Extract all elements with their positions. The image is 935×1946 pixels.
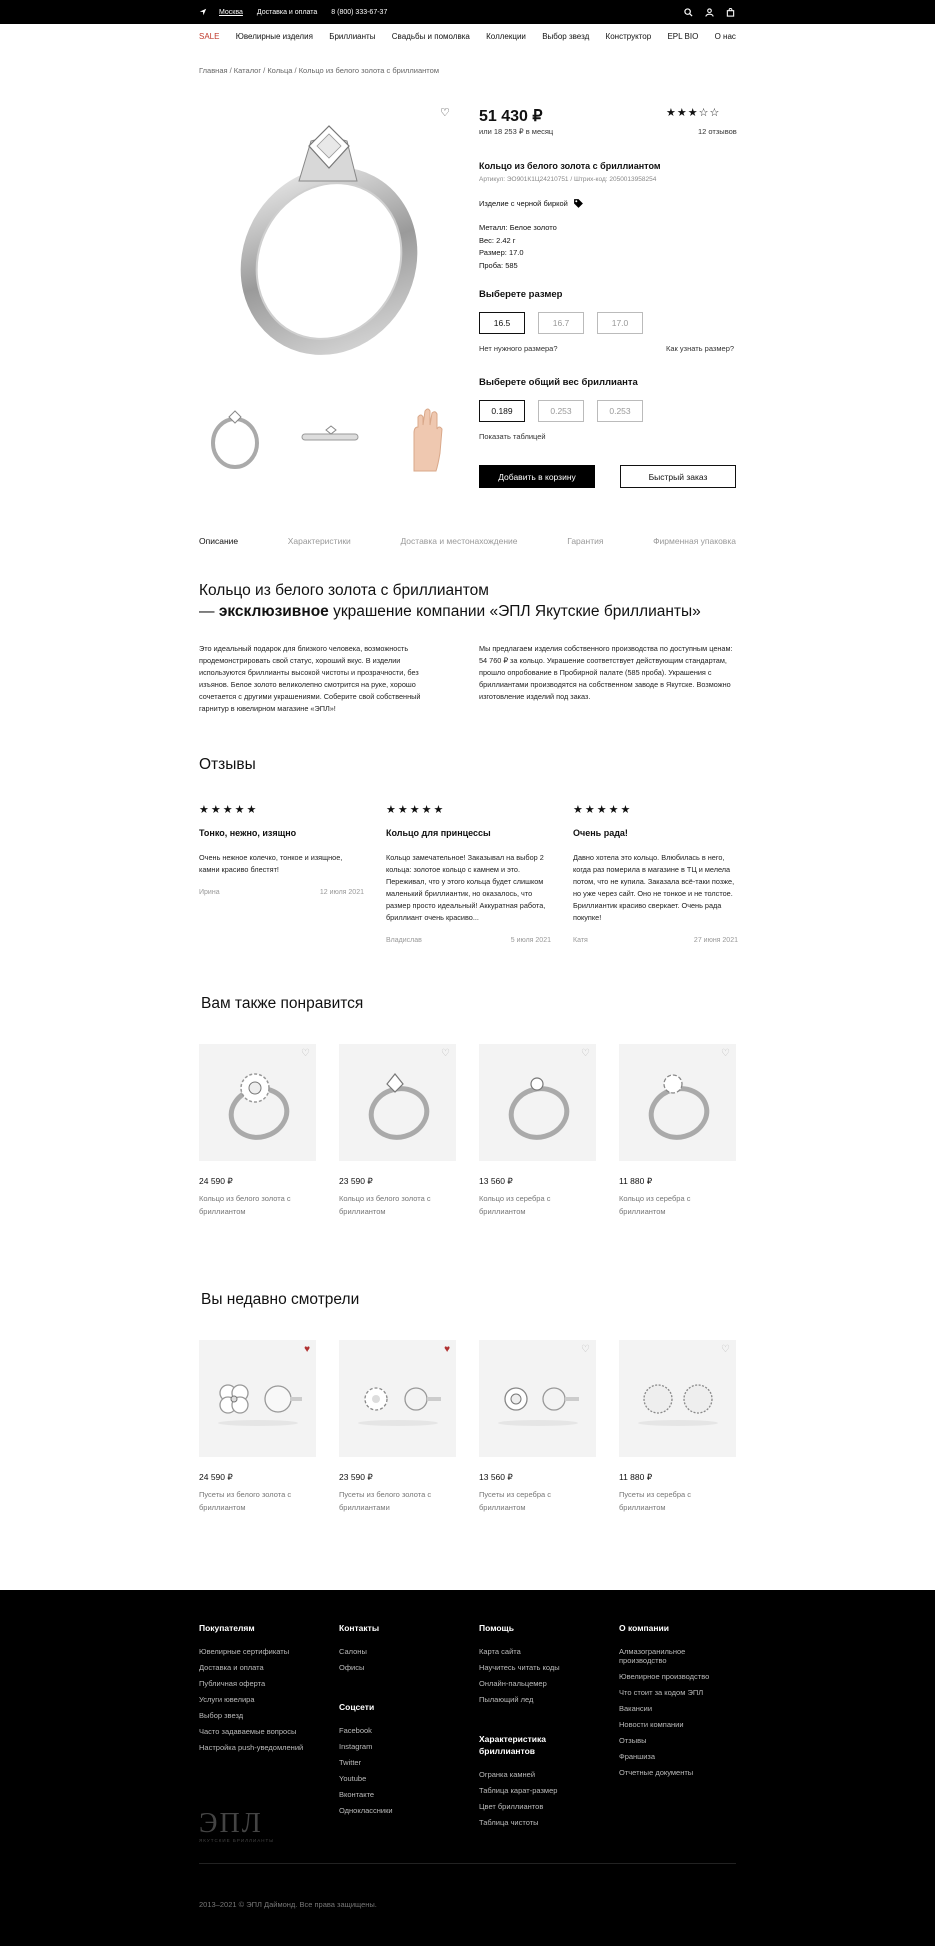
tab-delivery[interactable]: Доставка и местонахождение <box>400 536 518 546</box>
tab-characteristics[interactable]: Характеристики <box>287 536 351 546</box>
product-card-price: 24 590 ₽ <box>199 1176 233 1186</box>
description-title-line1: Кольцо из белого золота с бриллиантом <box>199 582 489 599</box>
footer-contacts <box>339 1622 393 1822</box>
review-date: 5 июля 2021 <box>510 937 551 944</box>
footer-link[interactable]: Ювелирные сертификаты <box>199 1647 290 1656</box>
reviews-count-link[interactable]: 12 отзывов <box>698 127 737 136</box>
product-card-name[interactable]: Пусеты из белого золота с бриллиантом <box>199 1490 292 1512</box>
product-name: Кольцо из белого золота с бриллиантом <box>479 161 661 171</box>
top-bar <box>0 0 935 24</box>
footer-link[interactable]: Facebook <box>339 1726 372 1735</box>
footer-social-title: Соцсети <box>339 1702 375 1712</box>
product-card[interactable] <box>619 1044 736 1218</box>
nav-collections[interactable]: Коллекции <box>486 31 526 41</box>
product-card[interactable] <box>199 1044 316 1218</box>
product-card-image[interactable] <box>199 1044 316 1161</box>
footer-link[interactable]: Вакансии <box>619 1704 653 1713</box>
logo-subtitle: ЯКУТСКИЕ БРИЛЛИАНТЫ <box>199 1838 275 1843</box>
product-card-price: 11 880 ₽ <box>619 1472 653 1482</box>
tag-label: Изделие с черной биркой <box>479 199 568 208</box>
product-card-name[interactable]: Пусеты из белого золота с бриллиантами <box>339 1490 432 1512</box>
spec-size: Размер: 17.0 <box>479 248 524 257</box>
cart-icon[interactable] <box>726 8 735 17</box>
footer-link[interactable]: Онлайн-пальцемер <box>479 1679 547 1688</box>
footer-link[interactable]: Таблица чистоты <box>479 1818 539 1827</box>
product-card[interactable] <box>339 1044 456 1218</box>
footer-link[interactable]: Настройка push-уведомлений <box>199 1743 304 1752</box>
product-card-image[interactable] <box>479 1044 596 1161</box>
favorite-heart-icon[interactable]: ♡ <box>581 1344 590 1355</box>
description-title-rest: украшение компании «ЭПЛ Якутские бриллианты» <box>328 603 701 620</box>
description-title <box>199 580 759 622</box>
review-author: Катя <box>573 937 588 944</box>
rating-stars: ★★★☆☆ <box>666 107 721 119</box>
spec-probe: Проба: 585 <box>479 260 518 270</box>
review-text: Давно хотела это кольцо. Влюбилась в него, когда раз померила в магазине в ТЦ и мелела потом, что не купила. Заказала всё-таки позже, но уже через сайт. Оно не тонкое и не толстое. Бриллиантик красиво сверкает. Очень рада покупке! <box>573 853 735 922</box>
phone-link[interactable]: 8 (800) 333-67-37 <box>331 8 388 16</box>
footer-link[interactable]: Выбор звезд <box>199 1711 244 1720</box>
footer-link[interactable]: Таблица карат-размер <box>479 1786 558 1795</box>
nav-epl-bio[interactable]: EPL BIO <box>667 31 699 41</box>
review-text: Очень нежное колечко, тонкое и изящное, камни красиво блестят! <box>199 853 343 874</box>
product-card-name[interactable]: Пусеты из серебра с бриллиантом <box>479 1490 552 1512</box>
footer-link[interactable]: Отчетные документы <box>619 1768 694 1777</box>
footer-buyers-title: Покупателям <box>199 1623 255 1633</box>
product-card-name[interactable]: Кольцо из серебра с бриллиантом <box>619 1194 691 1216</box>
nav-jewelry[interactable]: Ювелирные изделия <box>235 31 313 41</box>
favorite-heart-icon[interactable]: ♡ <box>721 1344 730 1355</box>
footer-help-title: Помощь <box>479 1623 514 1633</box>
footer-link[interactable]: Франшиза <box>619 1752 656 1761</box>
reviews-title: Отзывы <box>199 756 256 773</box>
product-card[interactable] <box>479 1044 596 1218</box>
footer-link[interactable]: Доставка и оплата <box>199 1663 264 1672</box>
footer-help <box>479 1622 589 1834</box>
thumbnail-2[interactable] <box>296 403 366 473</box>
user-icon[interactable] <box>705 8 714 17</box>
nav-about[interactable]: О нас <box>714 31 736 41</box>
favorite-heart-icon[interactable]: ♡ <box>721 1048 730 1059</box>
review-text: Кольцо замечательное! Заказывал на выбор 2 кольца: золотое кольцо с камнем и это. Переживал, что у этого кольца будет слишком маленький бриллиантик, но оказалось, что размер просто идеальный! Аккуратная работа, бриллиант очень красиво... <box>386 853 546 922</box>
logo-text: ЭПЛ <box>199 1808 263 1839</box>
review-card <box>199 803 364 896</box>
review-footer <box>199 889 364 896</box>
footer-link[interactable]: Огранка камней <box>479 1770 536 1779</box>
product-card-price: 11 880 ₽ <box>619 1176 653 1186</box>
product-article: Артикул: ЭО901К1Ц24210751 / Штрих-код: 2050013958254 <box>479 176 657 183</box>
product-card-price: 13 560 ₽ <box>479 1176 513 1186</box>
tab-warranty[interactable]: Гарантия <box>567 536 604 546</box>
weight-section-title: Выберете общий вес бриллианта <box>479 377 638 388</box>
favorite-heart-icon[interactable]: ♡ <box>440 107 450 119</box>
price-tag-icon <box>573 198 584 209</box>
spec-metal: Металл: Белое золото <box>479 223 557 232</box>
no-size-link[interactable]: Нет нужного размера? <box>479 344 558 353</box>
product-card[interactable] <box>339 1340 456 1514</box>
favorite-heart-icon[interactable]: ♡ <box>581 1048 590 1059</box>
product-card-price: 24 590 ₽ <box>199 1472 233 1482</box>
product-specs <box>479 222 557 272</box>
nav-constructor[interactable]: Конструктор <box>605 31 652 41</box>
review-stars: ★★★★★ <box>573 804 633 816</box>
delivery-link[interactable]: Доставка и оплата <box>256 8 318 16</box>
footer-link[interactable]: Карта сайта <box>479 1647 521 1656</box>
weight-option-1[interactable]: 0.189 <box>479 400 525 422</box>
footer-link[interactable]: Одноклассники <box>339 1806 393 1815</box>
footer-link[interactable]: Цвет бриллиантов <box>479 1802 544 1811</box>
review-title: Тонко, нежно, изящно <box>199 828 297 838</box>
footer <box>0 1590 935 1946</box>
footer-link[interactable]: Отзывы <box>619 1736 647 1745</box>
spec-weight: Вес: 2.42 г <box>479 235 516 245</box>
review-stars: ★★★★★ <box>199 804 259 816</box>
weight-option-2[interactable]: 0.253 <box>538 400 584 422</box>
footer-link[interactable]: Салоны <box>339 1647 367 1656</box>
quick-order-button[interactable]: Быстрый заказ <box>620 465 736 488</box>
breadcrumb[interactable]: Главная / Каталог / Кольца / Кольцо из белого золота с бриллиантом <box>199 66 439 75</box>
show-table-link[interactable]: Показать таблицей <box>479 432 546 441</box>
product-card-image[interactable] <box>479 1340 596 1457</box>
product-card-name[interactable]: Пусеты из серебра с бриллиантом <box>619 1490 692 1512</box>
footer-divider <box>199 1863 736 1864</box>
description-column-2: Мы предлагаем изделия собственного производства по доступным ценам: 54 760 ₽ за кольцо. Украшение соответствует действующим стандартам, прошло опробование в Пробирной палате (585 проба). Украшения с бриллиантами производятся на собственном заводе в Якутске. Возможно изготовление изделий под заказ. <box>479 644 733 701</box>
footer-link[interactable]: Ювелирное производство <box>619 1672 710 1681</box>
thumbnail-1[interactable] <box>199 403 269 473</box>
product-card-image[interactable] <box>339 1044 456 1161</box>
product-card[interactable] <box>619 1340 736 1514</box>
footer-link[interactable]: Услуги ювелира <box>199 1695 255 1704</box>
product-card-name[interactable]: Кольцо из белого золота с бриллиантом <box>199 1194 291 1216</box>
review-footer <box>386 937 551 944</box>
footer-link[interactable]: Вконтакте <box>339 1790 375 1799</box>
footer-link[interactable]: Пылающий лед <box>479 1695 534 1704</box>
product-card-price: 23 590 ₽ <box>339 1472 373 1482</box>
city-selector[interactable] <box>199 8 243 16</box>
product-card-price: 23 590 ₽ <box>339 1176 373 1186</box>
review-date: 27 июня 2021 <box>693 937 738 944</box>
review-title: Кольцо для принцессы <box>386 828 491 838</box>
product-card-name[interactable]: Кольцо из серебра с бриллиантом <box>479 1194 551 1216</box>
footer-link[interactable]: Публичная оферта <box>199 1679 266 1688</box>
footer-link[interactable]: Twitter <box>339 1758 362 1767</box>
size-option-2[interactable]: 16.7 <box>538 312 584 334</box>
how-size-link[interactable]: Как узнать размер? <box>666 344 735 353</box>
product-tabs <box>199 536 736 546</box>
description-column-1: Это идеальный подарок для близкого человека, возможность продемонстрировать свой статус, хороший вкус. В изделии используются бриллианты высокой чистоты и прозрачности, без изъянов. Белое золото великолепно смотрится на руке, хорошо сочетается с другими украшениями. Соберите свой собственный гарнитур в ювелирном магазине «ЭПЛ»! <box>199 644 421 713</box>
footer-about <box>619 1622 729 1784</box>
nav-weddings[interactable]: Свадьбы и помолвка <box>391 31 470 41</box>
footer-buyers <box>199 1622 303 1759</box>
review-stars: ★★★★★ <box>386 804 446 816</box>
size-section-title: Выберете размер <box>479 289 563 300</box>
city-label: Москва <box>219 8 243 16</box>
size-option-1[interactable]: 16.5 <box>479 312 525 334</box>
product-card-image[interactable] <box>619 1340 736 1457</box>
weight-option-3[interactable]: 0.253 <box>597 400 643 422</box>
product-price: 51 430 ₽ <box>479 108 543 125</box>
nav-stars[interactable]: Выбор звезд <box>542 31 590 41</box>
ring-image <box>199 106 459 376</box>
footer-logo[interactable] <box>199 1810 274 1843</box>
product-card-name[interactable]: Кольцо из белого золота с бриллиантом <box>339 1194 431 1216</box>
tag-badge <box>479 198 584 209</box>
footer-link[interactable]: Новости компании <box>619 1720 684 1729</box>
nav-sale[interactable]: SALE <box>199 31 220 41</box>
product-card-price: 13 560 ₽ <box>479 1472 513 1482</box>
favorite-heart-icon[interactable]: ♡ <box>441 1048 450 1059</box>
footer-contacts-title: Контакты <box>339 1623 380 1633</box>
copyright: 2013–2021 © ЭПЛ Даймонд. Все права защищены. <box>199 1900 377 1909</box>
footer-link[interactable]: Что стоит за кодом ЭПЛ <box>619 1688 704 1697</box>
description-title-dash: — <box>199 603 219 620</box>
footer-link[interactable]: Научитесь читать коды <box>479 1663 560 1672</box>
footer-link[interactable]: Офисы <box>339 1663 365 1672</box>
favorite-heart-icon[interactable]: ♥ <box>304 1344 310 1355</box>
product-main-image[interactable] <box>199 106 459 376</box>
review-footer <box>573 937 738 944</box>
size-option-3[interactable]: 17.0 <box>597 312 643 334</box>
footer-link[interactable]: Youtube <box>339 1774 367 1783</box>
review-author: Ирина <box>199 889 220 896</box>
footer-link[interactable]: Часто задаваемые вопросы <box>199 1727 297 1736</box>
search-icon[interactable] <box>684 8 693 17</box>
review-date: 12 июля 2021 <box>319 889 364 896</box>
add-to-cart-button[interactable]: Добавить в корзину <box>479 465 595 488</box>
also-like-title: Вам также понравится <box>201 995 364 1012</box>
favorite-heart-icon[interactable]: ♡ <box>301 1048 310 1059</box>
review-card <box>573 803 738 944</box>
main-nav <box>199 24 736 48</box>
footer-about-title: О компании <box>619 1623 669 1633</box>
product-card[interactable] <box>479 1340 596 1514</box>
review-author: Владислав <box>386 937 422 944</box>
product-card-image[interactable] <box>339 1340 456 1457</box>
product-card-image[interactable] <box>199 1340 316 1457</box>
footer-link[interactable]: Instagram <box>339 1742 373 1751</box>
favorite-heart-icon[interactable]: ♥ <box>444 1344 450 1355</box>
product-card-image[interactable] <box>619 1044 736 1161</box>
description-title-bold: эксклюзивное <box>218 603 329 620</box>
credit-offer: или 18 253 ₽ в месяц <box>479 127 554 136</box>
nav-diamonds[interactable]: Бриллианты <box>329 31 376 41</box>
review-card <box>386 803 551 944</box>
footer-link[interactable]: Алмазогранильное производство <box>619 1647 686 1665</box>
recent-title: Вы недавно смотрели <box>201 1291 360 1308</box>
location-arrow-icon <box>199 8 207 16</box>
product-card[interactable] <box>199 1340 316 1514</box>
footer-diamonds-title: Характеристика бриллиантов <box>479 1734 546 1756</box>
review-title: Очень рада! <box>573 828 628 838</box>
tab-packaging[interactable]: Фирменная упаковка <box>653 536 736 546</box>
thumbnail-3[interactable] <box>392 403 462 473</box>
tab-description[interactable]: Описание <box>199 536 239 546</box>
